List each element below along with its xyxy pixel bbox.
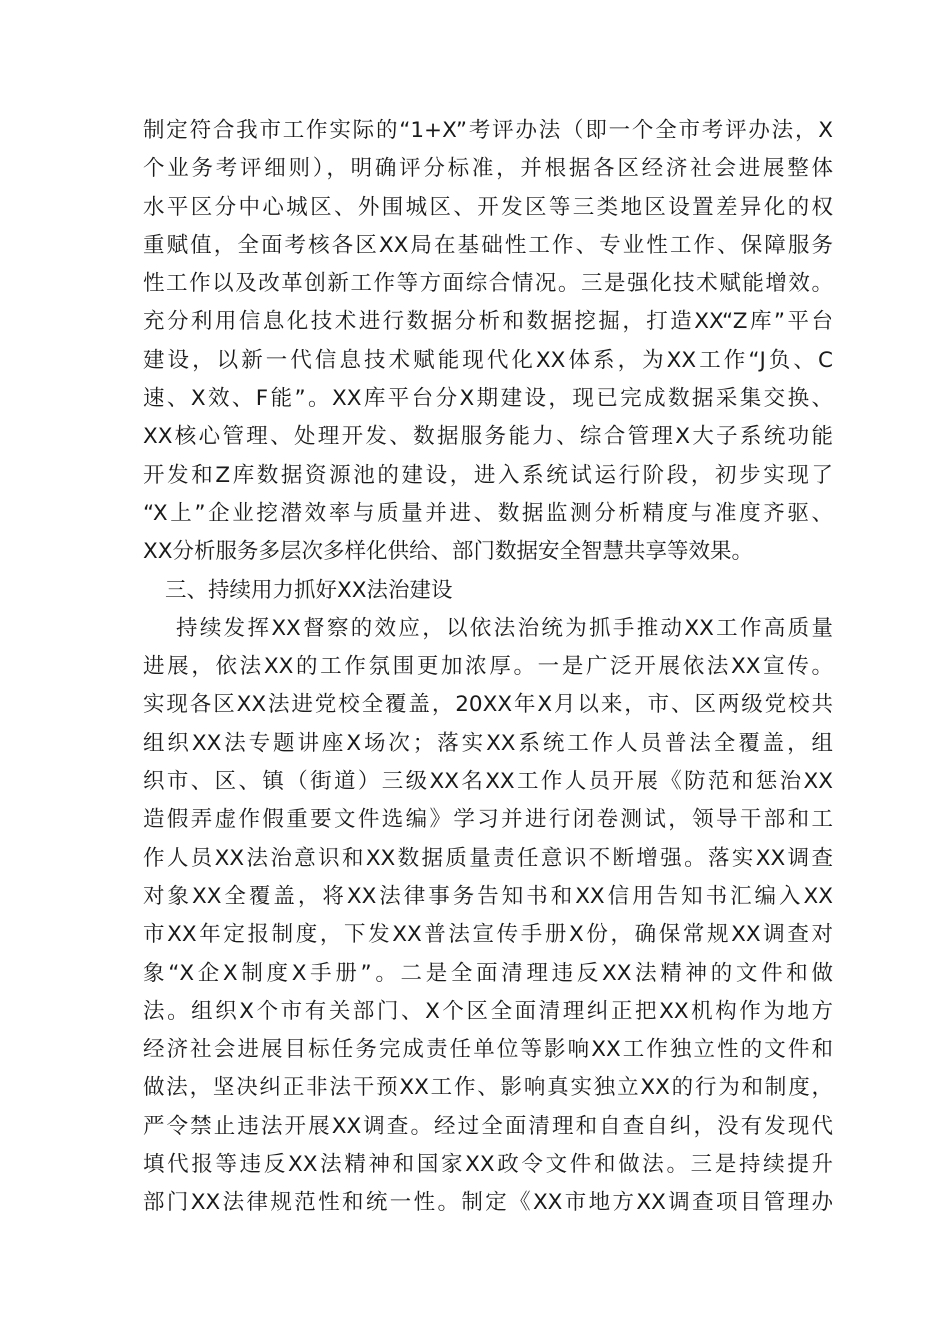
text-line: 填代报等违反XX法精神和国家XX政令文件和做法。三是持续提升 xyxy=(143,1152,833,1178)
text-line: 性工作以及改革创新工作等方面综合情况。三是强化技术赋能增效。 xyxy=(143,271,833,297)
text-line: 速、X效、F能”。XX库平台分X期建设，现已完成数据采集交换、 xyxy=(143,386,833,412)
text-line: 充分利用信息化技术进行数据分析和数据挖掘，打造XX“Z库”平台 xyxy=(143,309,833,335)
text-line: 法。组织X个市有关部门、X个区全面清理纠正把XX机构作为地方 xyxy=(143,998,833,1024)
text-line: 组织XX法专题讲座X场次；落实XX系统工作人员普法全覆盖，组 xyxy=(143,730,833,756)
text-line: 实现各区XX法进党校全覆盖，20XX年X月以来，市、区两级党校共 xyxy=(143,692,833,718)
text-line: 象“X企X制度X手册”。二是全面清理违反XX法精神的文件和做 xyxy=(143,960,833,986)
section-heading: 三、持续用力抓好XX法治建设 xyxy=(165,577,453,603)
text-line: 对象XX全覆盖，将XX法律事务告知书和XX信用告知书汇编入XX xyxy=(143,883,833,909)
body-text xyxy=(143,112,833,1223)
text-line: 个业务考评细则），明确评分标准，并根据各区经济社会进展整体 xyxy=(143,156,833,182)
text-line: 重赋值，全面考核各区XX局在基础性工作、专业性工作、保障服务 xyxy=(143,232,833,258)
text-line: 建设，以新一代信息技术赋能现代化XX体系，为XX工作“J负、C xyxy=(143,347,833,373)
text-line: 做法，坚决纠正非法干预XX工作、影响真实独立XX的行为和制度， xyxy=(143,1075,833,1101)
text-line: 严令禁止违法开展XX调查。经过全面清理和自查自纠，没有发现代 xyxy=(143,1113,833,1139)
text-line: 经济社会进展目标任务完成责任单位等影响XX工作独立性的文件和 xyxy=(143,1037,833,1063)
text-line: 织市、区、镇（街道）三级XX名XX工作人员开展《防范和惩治XX xyxy=(143,769,833,795)
text-line: XX分析服务多层次多样化供给、部门数据安全智慧共享等效果。 xyxy=(143,539,753,565)
text-line: 进展，依法XX的工作氛围更加浓厚。一是广泛开展依法XX宣传。 xyxy=(143,654,833,680)
text-line: “X上”企业挖潜效率与质量并进、数据监测分析精度与准度齐驱、 xyxy=(143,500,833,526)
text-line: 开发和Z库数据资源池的建设，进入系统试运行阶段，初步实现了 xyxy=(143,462,833,488)
text-line: 水平区分中心城区、外围城区、开发区等三类地区设置差异化的权 xyxy=(143,194,833,220)
text-line: 部门XX法律规范性和统一性。制定《XX市地方XX调查项目管理办 xyxy=(143,1190,833,1216)
text-line: 市XX年定报制度，下发XX普法宣传手册X份，确保常规XX调查对 xyxy=(143,922,833,948)
text-line: 制定符合我市工作实际的“1+X”考评办法（即一个全市考评办法，X xyxy=(143,118,833,143)
text-line: XX核心管理、处理开发、数据服务能力、综合管理X大子系统功能 xyxy=(143,424,833,450)
paragraph-first-line: 持续发挥XX督察的效应，以依法治统为抓手推动XX工作高质量 xyxy=(176,615,833,641)
text-line: 作人员XX法治意识和XX数据质量责任意识不断增强。落实XX调查 xyxy=(143,845,833,871)
text-line: 造假弄虚作假重要文件选编》学习并进行闭卷测试，领导干部和工 xyxy=(143,807,833,833)
